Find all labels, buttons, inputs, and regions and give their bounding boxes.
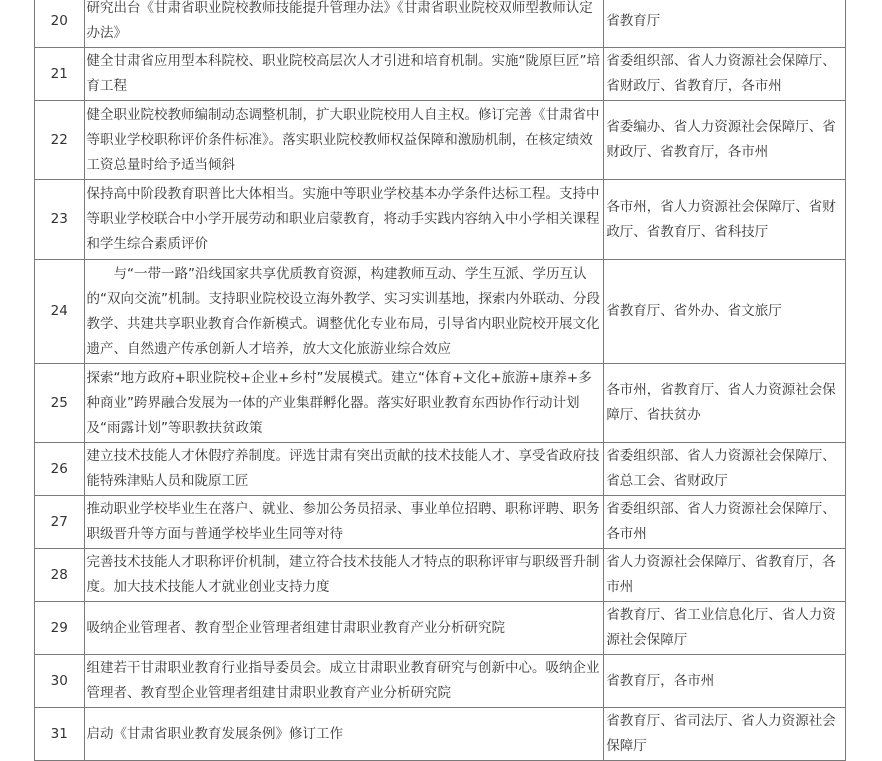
task-cell: 健全职业院校教师编制动态调整机制，扩大职业院校用人自主权。修订完善《甘肃省中等职业学校职称评价条件标准》。落实职业院校教师权益保障和激励机制，在核定绩效工资总量时给予适当倾斜 [84,101,604,180]
dept-cell: 省教育厅 [604,0,846,48]
table-row [35,48,846,101]
row-number: 29 [35,602,85,655]
dept-cell: 省委组织部、省人力资源社会保障厅、省财政厅、省教育厅，各市州 [604,48,846,101]
table-row [35,708,846,761]
row-number: 21 [35,48,85,101]
row-number: 20 [35,0,85,48]
row-number: 31 [35,708,85,761]
dept-cell: 各市州，省教育厅、省人力资源社会保障厅、省扶贫办 [604,364,846,443]
dept-cell: 省委组织部、省人力资源社会保障厅、各市州 [604,496,846,549]
dept-cell: 省教育厅，各市州 [604,655,846,708]
table-row [35,549,846,602]
table-row [35,0,846,48]
row-number: 26 [35,443,85,496]
dept-cell: 各市州，省人力资源社会保障厅、省财政厅、省教育厅、省科技厅 [604,180,846,260]
dept-cell: 省教育厅、省外办、省文旅厅 [604,260,846,364]
task-cell: 完善技术技能人才职称评价机制，建立符合技术技能人才特点的职称评审与职级晋升制度。加大技术技能人才就业创业支持力度 [84,549,604,602]
dept-cell: 省委组织部、省人力资源社会保障厅、省总工会、省财政厅 [604,443,846,496]
task-cell: 推动职业学校毕业生在落户、就业、参加公务员招录、事业单位招聘、职称评聘、职务职级晋升等方面与普通学校毕业生同等对待 [84,496,604,549]
row-number: 27 [35,496,85,549]
table-row [35,101,846,180]
table-row [35,655,846,708]
task-cell: 健全甘肃省应用型本科院校、职业院校高层次人才引进和培育机制。实施“陇原巨匠”培育工程 [84,48,604,101]
task-cell: 探索“地方政府+职业院校+企业+乡村”发展模式。建立“体育+文化+旅游+康养+多种商业”跨界融合发展为一体的产业集群孵化器。落实好职业教育东西协作行动计划及“雨露计划”等职教扶贫政策 [84,364,604,443]
dept-cell: 省教育厅、省工业信息化厅、省人力资源社会保障厅 [604,602,846,655]
task-table [34,0,846,761]
task-cell: 与“一带一路”沿线国家共享优质教育资源，构建教师互动、学生互派、学历互认的“双向交流”机制。支持职业院校设立海外教学、实习实训基地，探索内外联动、分段教学、共建共享职业教育合作新模式。调整优化专业布局，引导省内职业院校开展文化遗产、自然遗产传承创新人才培养，放大文化旅游业综合效应 [84,260,604,364]
table-row [35,180,846,260]
task-cell: 建立技术技能人才休假疗养制度。评选甘肃有突出贡献的技术技能人才、享受省政府技能特殊津贴人员和陇原工匠 [84,443,604,496]
row-number: 22 [35,101,85,180]
table-row [35,443,846,496]
dept-cell: 省教育厅、省司法厅、省人力资源社会保障厅 [604,708,846,761]
row-number: 28 [35,549,85,602]
row-number: 25 [35,364,85,443]
table-row [35,496,846,549]
row-number: 23 [35,180,85,260]
dept-cell: 省委编办、省人力资源社会保障厅、省财政厅、省教育厅，各市州 [604,101,846,180]
table-row [35,602,846,655]
task-cell: 吸纳企业管理者、教育型企业管理者组建甘肃职业教育产业分析研究院 [84,602,604,655]
dept-cell: 省人力资源社会保障厅、省教育厅，各市州 [604,549,846,602]
row-number: 24 [35,260,85,364]
table-row [35,260,846,364]
task-cell: 保持高中阶段教育职普比大体相当。实施中等职业学校基本办学条件达标工程。支持中等职业学校联合中小学开展劳动和职业启蒙教育，将动手实践内容纳入中小学相关课程和学生综合素质评价 [84,180,604,260]
table-row [35,364,846,443]
task-cell: 研究出台《甘肃省职业院校教师技能提升管理办法》《甘肃省职业院校双师型教师认定办法》 [84,0,604,48]
row-number: 30 [35,655,85,708]
task-cell: 组建若干甘肃职业教育行业指导委员会。成立甘肃职业教育研究与创新中心。吸纳企业管理者、教育型企业管理者组建甘肃职业教育产业分析研究院 [84,655,604,708]
task-cell: 启动《甘肃省职业教育发展条例》修订工作 [84,708,604,761]
